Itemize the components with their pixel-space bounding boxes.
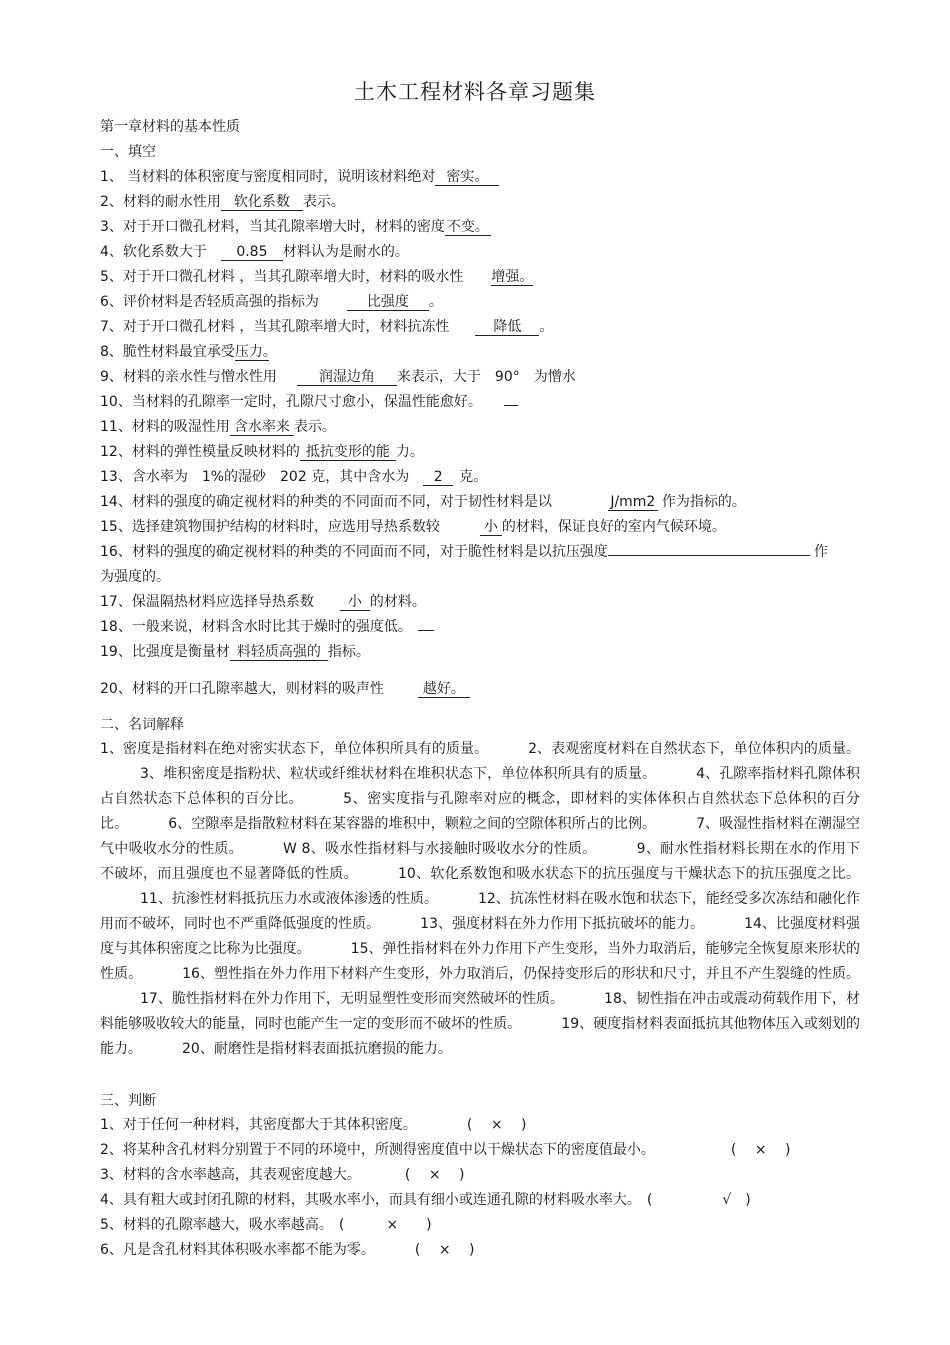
judge-mark: ( × ) (730, 1142, 791, 1158)
judge-mark: ( √ ) (646, 1192, 751, 1208)
fill-item: 5、对于开口微孔材料 ，当其孔隙率增大时，材料的吸水性 增强。 (100, 269, 534, 285)
answer-blank: 0.85 (221, 244, 283, 261)
definition-item: 18、韧性指在冲击或震动荷载作用下，材料能够吸收较大的能量，同时也能产生一定的变形而不破坏的性质。 (100, 991, 860, 1032)
fill-item: 9、材料的亲水性与憎水性用 润湿边角 来表示，大于 90° 为憎水 (100, 369, 576, 385)
fill-item: 8、脆性材料最宜承受压力。 (100, 344, 277, 360)
answer-blank: 小 (480, 519, 502, 536)
definition-item: 7、吸湿性指材料在潮湿空气中吸收水分的性质。 (100, 816, 861, 857)
fill-item: 7、对于开口微孔材料 ，当其孔隙率增大时，材料抗冻性 降低 。 (100, 319, 554, 335)
definition-item: 10、软化系数饱和吸水状态下的抗压强度与干燥状态下的抗压强度之比。 (397, 866, 860, 882)
answer-blank: 降低 (475, 319, 539, 336)
definition-item: 12、抗冻性材料在吸水饱和状态下，能经受多次冻结和融化作用而不破坏，同时也不严重降低强度的性质。 (100, 891, 860, 932)
judge-mark: ( × ) (466, 1117, 527, 1133)
judge-item: 1、对于任何一种材料，其密度都大于其体积密度。 ( × ) (100, 1117, 527, 1133)
answer-blank: 2 (423, 469, 453, 486)
judge-item: 6、凡是含孔材料其体积吸水率都不能为零。 ( × ) (100, 1242, 475, 1258)
judge-mark: ( × ) (404, 1167, 465, 1183)
definition-item: 16、塑性指在外力作用下材料产生变形，外力取消后，仍保持变形后的形状和尺寸，并且不产生裂缝的性质。 (182, 966, 861, 982)
definition-item: 14、比强度材料强度与其体积密度之比称为比强度。 (100, 916, 860, 957)
answer-blank: 不变。 (446, 219, 489, 235)
answer-blank: J/mm2 (608, 494, 658, 511)
answer-blank: 比强度 (347, 294, 429, 311)
judge-item: 4、具有粗大或封闭孔隙的材料，其吸水率小，而具有细小或连通孔隙的材料吸水率大。 ( √ ) (100, 1192, 751, 1208)
chapter-heading: 第一章材料的基本性质 (100, 119, 240, 135)
section-fill-heading: 一、填空 (100, 144, 156, 160)
fill-item: 16、材料的强度的确定视材料的种类的不同面而不同，对于脆性材料是以抗压强度 作 (100, 544, 828, 560)
definition-item: 9、耐水性指材料长期在水的作用下不破坏，而且强度也不显著降低的性质。 (100, 841, 860, 882)
fill-item: 10、当材料的孔隙率一定时，孔隙尺寸愈小，保温性能愈好。 (100, 393, 518, 411)
judge-item: 5、材料的孔隙率越大，吸水率越高。 ( × ) (100, 1217, 432, 1233)
fill-item: 11、材料的吸湿性用 含水率来 表示。 (100, 419, 336, 435)
definition-item: 17、脆性指材料在外力作用下，无明显塑性变形而突然破坏的性质。 (140, 991, 565, 1007)
definition-item: 1、密度是指材料在绝对密实状态下，单位体积所具有的质量。 (100, 741, 489, 757)
definition-item: 2、表观密度材料在自然状态下，单位体积内的质量。 (528, 741, 861, 757)
definition-item: 4、孔隙率指材料孔隙体积占自然状态下总体积的百分比。 (100, 766, 860, 807)
answer-blank: 增强。 (491, 269, 534, 285)
answer-blank (608, 555, 810, 556)
answer-blank: 润湿边角 (297, 369, 397, 386)
page-title: 土木工程材料各章习题集 (354, 80, 596, 104)
answer-blank (418, 630, 434, 631)
fill-item: 1、 当材料的体积密度与密度相同时，说明该材料绝对 密实。 (100, 168, 499, 186)
definition-item: W 8、吸水性指材料与水接触时吸收水分的性质。 (282, 841, 597, 857)
fill-item: 3、对于开口微孔材料，当其孔隙率增大时，材料的密度 不变。 (100, 219, 489, 235)
fill-item: 14、材料的强度的确定视材料的种类的不同面而不同，对于韧性材料是以 J/mm2 作为指标的。 (100, 494, 746, 510)
definitions-paragraph (100, 737, 860, 1062)
judge-item: 3、材料的含水率越高，其表观密度越大。 ( × ) (100, 1167, 465, 1183)
definition-item: 3、堆积密度是指粉状、粒状或纤维状材料在堆积状态下，单位体积所具有的质量。 (140, 766, 657, 782)
fill-item: 12、材料的弹性模量反映材料的 抵抗变形的能 力。 (100, 444, 424, 460)
fill-item: 2、材料的耐水性用 软化系数 表示。 (100, 194, 345, 210)
answer-blank: 含水率来 (230, 419, 294, 436)
answer-blank: 越好。 (418, 681, 470, 698)
definition-item: 20、耐磨性是指材料表面抵抗磨损的能力。 (182, 1041, 452, 1057)
fill-item: 18、一般来说，材料含水时比其于燥时的强度低。 (100, 618, 434, 636)
fill-item: 为强度的。 (100, 569, 170, 585)
definition-item: 5、密实度指与孔隙率对应的概念，即材料的实体体积占自然状态下总体积的百分比。 (100, 791, 861, 832)
fill-item: 6、评价材料是否轻质高强的指标为 比强度 。 (100, 294, 443, 310)
answer-blank: 小 (340, 594, 370, 611)
fill-item: 20、材料的开口孔隙率越大，则材料的吸声性 越好。 (100, 680, 470, 698)
answer-blank: 压力。 (234, 344, 277, 360)
fill-item: 15、选择建筑物围护结构的材料时，应选用导热系数较 小 的材料，保证良好的室内气候环境。 (100, 519, 726, 535)
definition-item: 19、硬度指材料表面抵抗其他物体压入或刻划的能力。 (100, 1016, 860, 1057)
fill-item: 4、软化系数大于 0.85 材料认为是耐水的。 (100, 244, 409, 260)
fill-item: 17、保温隔热材料应选择导热系数 小 的材料。 (100, 594, 426, 610)
section-judge-heading: 三、判断 (100, 1093, 156, 1109)
definition-item: 13、强度材料在外力作用下抵抗破坏的能力。 (420, 916, 705, 932)
section-definitions-heading: 二、名词解释 (100, 717, 184, 733)
judge-item: 2、将某种含孔材料分别置于不同的环境中，所测得密度值中以干燥状态下的密度值最小。 ( × ) (100, 1142, 791, 1158)
definition-item: 11、抗渗性材料抵抗压力水或液体渗透的性质。 (140, 891, 438, 907)
answer-blank: 抵抗变形的能 (300, 444, 396, 461)
definition-item: 15、弹性指材料在外力作用下产生变形，当外力取消后，能够完全恢复原来形状的性质。 (100, 941, 860, 982)
answer-blank (504, 405, 518, 406)
definition-item: 6、空隙率是指散粒材料在某容器的堆积中，颗粒之间的空隙体积所占的比例。 (168, 816, 657, 832)
answer-blank: 料轻质高强的 (230, 644, 328, 661)
fill-item: 19、比强度是衡量材 料轻质高强的 指标。 (100, 644, 370, 660)
answer-blank: 软化系数 (221, 194, 303, 211)
judge-mark: ( × ) (414, 1242, 475, 1258)
judge-mark: ( × ) (338, 1217, 432, 1233)
fill-item: 13、含水率为 1%的湿砂 202 克，其中含水为 2 克。 (100, 469, 488, 485)
answer-blank: 密实。 (435, 169, 499, 186)
